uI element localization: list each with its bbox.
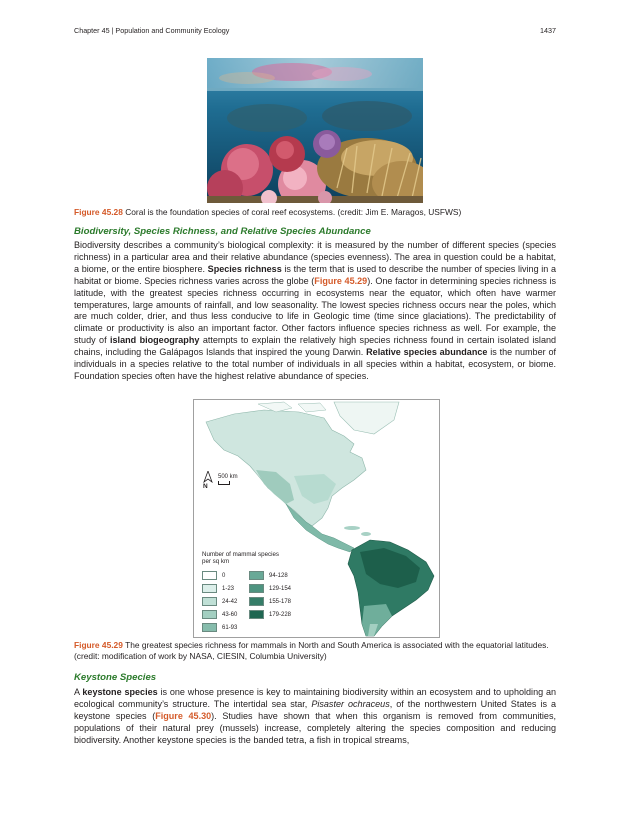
legend-label: 24-42 (222, 599, 238, 606)
figure-label: Figure 45.29 (74, 640, 123, 650)
figure-caption (74, 640, 556, 662)
text-run: is one whose presence is key to maintaining biodiversity within an ecosystem and to upholding an ecological community’s structure. The intertidal sea star, (74, 687, 557, 709)
key-term: keystone species (82, 687, 158, 697)
legend-item (249, 610, 291, 619)
legend-item (249, 597, 291, 606)
scale-label: 500 km (218, 474, 238, 480)
legend-label: 43-60 (222, 612, 238, 619)
text-run: is the term that is used to describe the number of species living in a habitat or biome. Species richness varies across the globe ( (74, 263, 556, 286)
legend-swatch (249, 571, 264, 580)
scale-bar (218, 474, 238, 485)
paragraph-keystone (74, 687, 556, 747)
figure-link[interactable]: Figure 45.29 (314, 275, 368, 286)
north-label: N (203, 483, 208, 490)
page-number: 1437 (540, 26, 556, 35)
legend-swatch (249, 584, 264, 593)
text-run: Biodiversity describes a community’s biological complexity: it is measured by the number of different species (species richness) in a particular area and their relative abundance (species evenness). The area in question could be a habitat, a biome, or the entire biosphere. (74, 240, 556, 274)
legend-item (202, 597, 237, 606)
legend-item (202, 584, 234, 593)
key-term: Relative species abundance (366, 347, 488, 358)
coral-reef-illustration (207, 58, 423, 203)
paragraph-biodiversity (74, 240, 556, 383)
key-term: island biogeography (110, 335, 200, 346)
key-term: Species richness (207, 263, 282, 274)
section-heading: Keystone Species (74, 672, 157, 683)
text-run: , of the northwestern United States is a keystone species ( (74, 698, 557, 721)
caption-text: Coral is the foundation species of coral reef ecosystems. (credit: Jim E. Maragos, USFWS) (125, 207, 462, 217)
legend-label: 0 (222, 573, 226, 580)
chapter-title: Chapter 45 | Population and Community Ecology (74, 26, 230, 35)
north-arrow-icon (203, 471, 213, 490)
legend-swatch (249, 597, 264, 606)
section-heading: Biodiversity, Species Richness, and Relative Species Abundance (74, 226, 371, 237)
figure-caption (74, 207, 556, 218)
text-run: is the number of individuals in a species relative to the total number of individuals in all species within a habitat, ecosystem, or biome. Foundation species often have the highest relative abundance of species. (74, 347, 556, 381)
legend-swatch (202, 584, 217, 593)
text-run: attempts to explain the relatively high species richness found in certain isolated island chains, including the Galápagos Islands that inspired the young Darwin. (74, 335, 557, 358)
legend-swatch (202, 610, 217, 619)
legend-label: 129-154 (269, 586, 292, 593)
page-header (74, 26, 556, 38)
species-richness-map (193, 399, 440, 638)
figure-label: Figure 45.28 (74, 207, 123, 217)
legend-item (202, 610, 237, 619)
legend-swatch (202, 597, 217, 606)
species-name: Pisaster ochraceus (311, 698, 390, 709)
legend-label: 179-228 (269, 612, 292, 619)
legend-item (249, 584, 291, 593)
figure-link[interactable]: Figure 45.30 (155, 710, 212, 721)
legend-swatch (249, 610, 264, 619)
legend-swatch (202, 623, 217, 632)
legend-title: Number of mammal species per sq km (202, 551, 280, 566)
legend-item (202, 623, 237, 632)
legend-label: 94-128 (269, 573, 288, 580)
scale-line (218, 481, 230, 485)
text-run: ). One factor in determining species richness is latitude, with the greatest species richness occurring in ecosystems near the equator, which often have warmer temperatures, large amounts of rainfall, and low seasonality. The lowest species richness occurs near the poles, which are much colder, drier, and thus less conducive to life in Geologic time (time since glaciations). The predictability of climate or productivity is also an important factor. Other factors influence species richness as well. For example, the study of (74, 275, 556, 346)
legend-item (249, 571, 288, 580)
legend-label: 61-93 (222, 625, 238, 632)
coral-reef-photo (207, 58, 423, 203)
text-run: ). Studies have shown that when this organism is removed from communities, populations of their natural prey (mussels) increase, completely altering the species composition and reducing biodiversity. Another keystone species is the banded tetra, a fish in tropical streams, (74, 710, 556, 745)
legend-item (202, 571, 225, 580)
caption-text: The greatest species richness for mammals in North and South America is associated with the equatorial latitudes. (credit: modification of work by NASA, CIESIN, Columbia University) (74, 640, 549, 661)
legend-label: 155-178 (269, 599, 292, 606)
legend-label: 1-23 (222, 586, 235, 593)
legend-swatch (202, 571, 217, 580)
text-run: A (74, 687, 80, 697)
